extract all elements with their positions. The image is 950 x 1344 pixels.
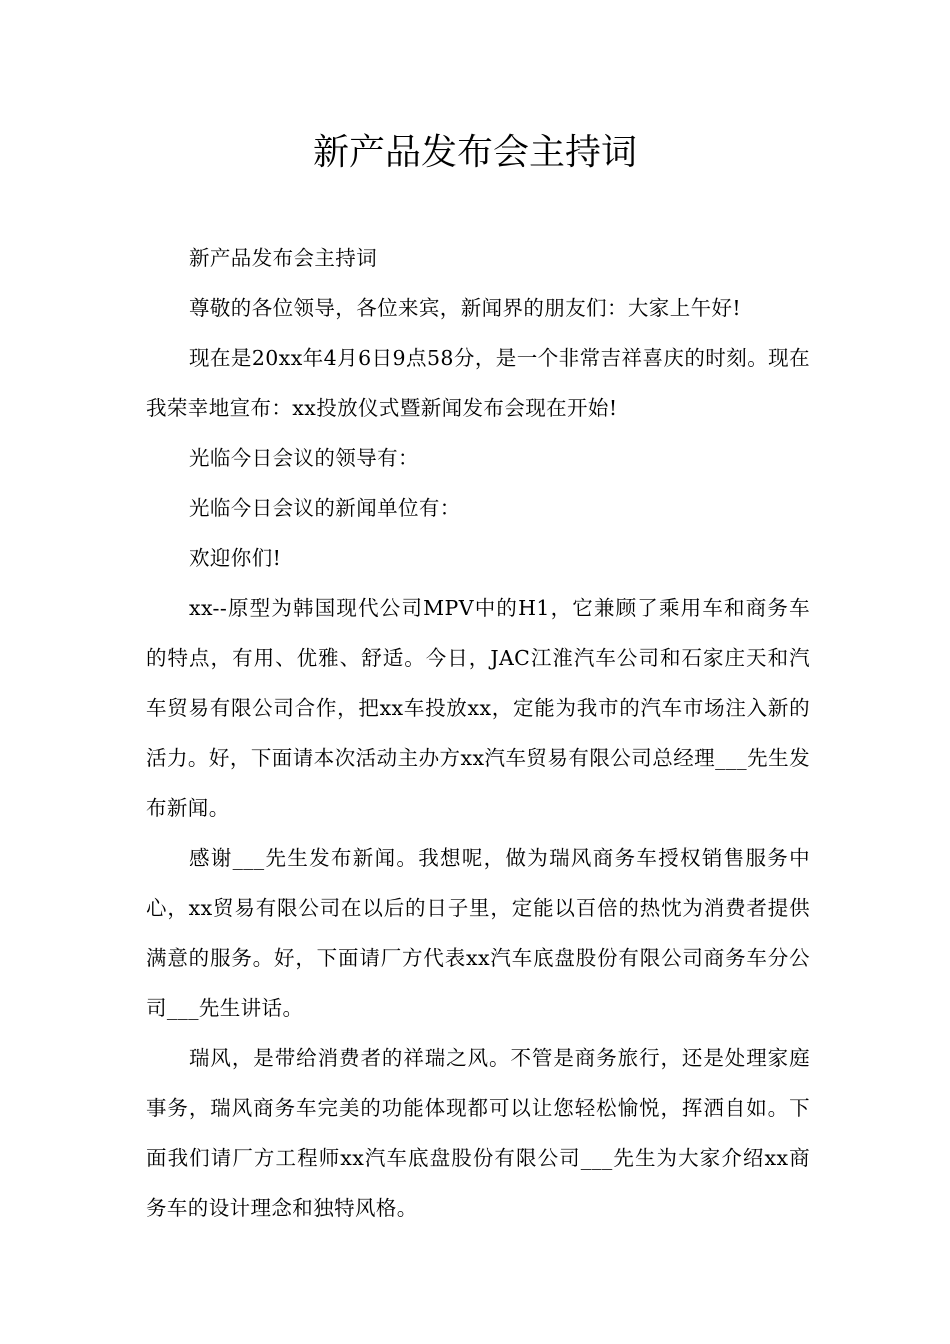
paragraph-heading: 新产品发布会主持词 <box>189 246 378 270</box>
paragraph-media: 光临今日会议的新闻单位有： <box>189 496 461 520</box>
paragraph-ruifeng: 瑞风，是带给消费者的祥瑞之风。不管是商务旅行，还是处理家庭事务，瑞风商务车完美的功能体现都可以让您轻松愉悦，挥洒自如。下面我们请厂方工程师xx汽车底盘股份有限公司___先生为大家介绍xx商务车的设计理念和独特风格。 <box>146 1046 810 1220</box>
paragraph-opening: 现在是20xx年4月6日9点58分，是一个非常吉祥喜庆的时刻。现在我荣幸地宣布：xx投放仪式暨新闻发布会现在开始! <box>146 346 810 420</box>
document-body <box>146 233 810 1233</box>
paragraph-leaders: 光临今日会议的领导有： <box>189 446 419 470</box>
paragraph-product-intro: xx--原型为韩国现代公司MPV中的H1，它兼顾了乘用车和商务车的特点，有用、优雅、舒适。今日，JAC江淮汽车公司和石家庄天和汽车贸易有限公司合作，把xx车投放xx，定能为我市的汽车市场注入新的活力。好，下面请本次活动主办方xx汽车贸易有限公司总经理___先生发布新闻。 <box>146 596 810 820</box>
document-title: 新产品发布会主持词 <box>312 132 637 173</box>
paragraph-thanks: 感谢___先生发布新闻。我想呢，做为瑞风商务车授权销售服务中心，xx贸易有限公司在以后的日子里，定能以百倍的热忱为消费者提供满意的服务。好，下面请厂方代表xx汽车底盘股份有限公司商务车分公司___先生讲话。 <box>146 846 810 1020</box>
paragraph-greeting: 尊敬的各位领导，各位来宾，新闻界的朋友们：大家上午好! <box>189 296 742 320</box>
paragraph-welcome: 欢迎你们! <box>189 546 282 570</box>
